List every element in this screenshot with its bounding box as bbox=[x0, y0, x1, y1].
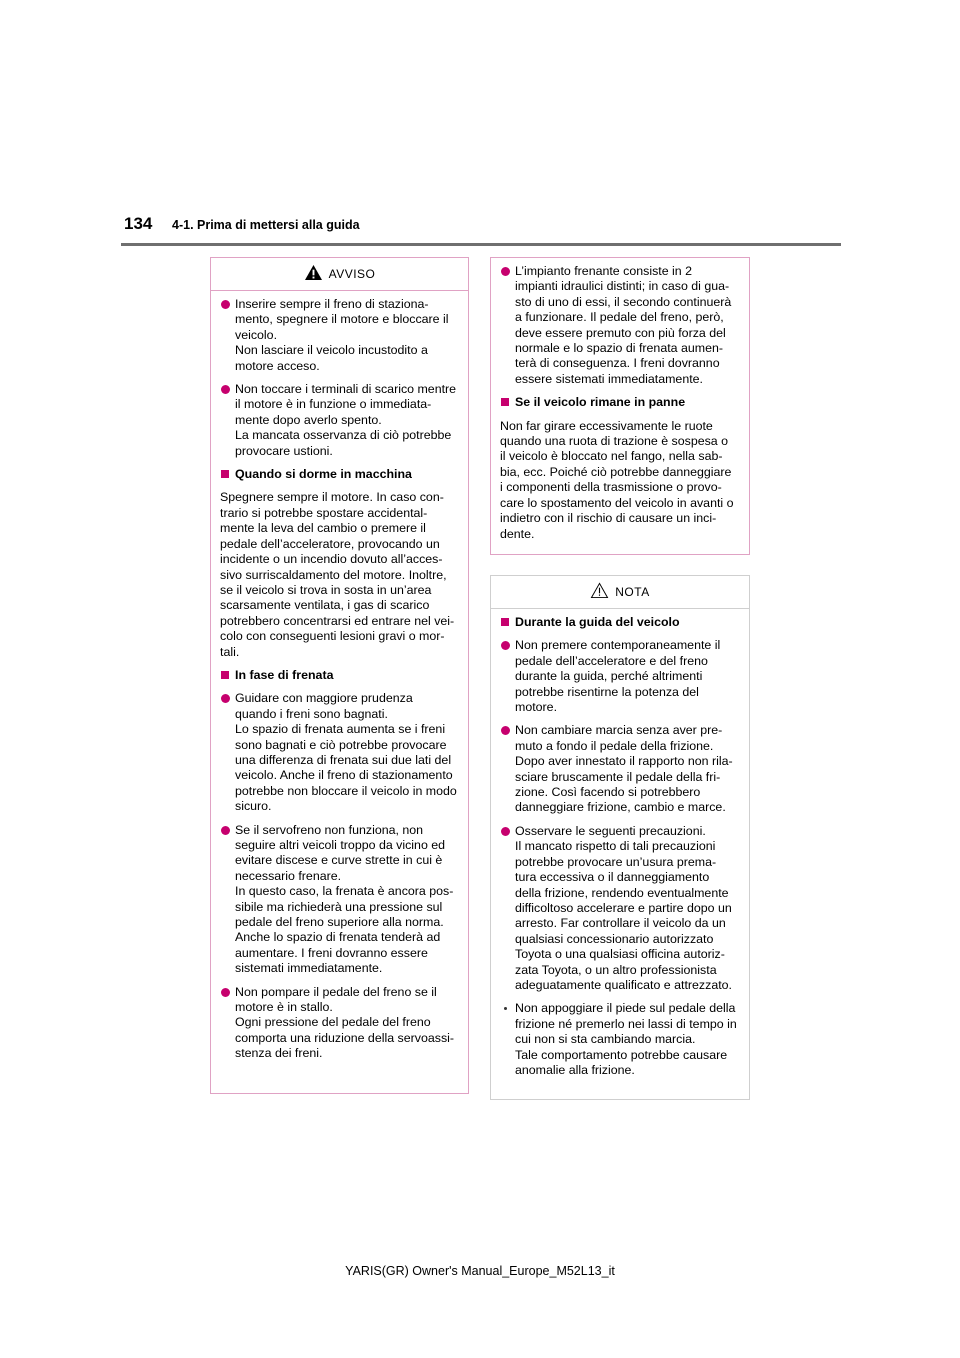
note-box bbox=[490, 575, 750, 1100]
header-rule bbox=[121, 243, 841, 246]
list-item-text: Non pompare il pedale del freno se il motore è in stallo. Ogni pressione del pedale del freno comporta una riduzione della servoassi- stenza dei freni. bbox=[235, 984, 455, 1061]
square-bullet-icon bbox=[500, 395, 515, 410]
note-body bbox=[491, 609, 749, 1078]
list-item bbox=[220, 691, 459, 814]
list-item-text: Se il servofreno non funziona, non seguire altri veicoli troppo da vicino ed evitare discese e curve strette in cui è necessario frenare. In questo caso, la frenata è ancora pos- sibile ma richiederà una pressione sul pedale del freno superiore alla norma. Anche lo spazio di frenata tenderà ad aumentare. I freni dovranno essere sistemati immediatamente. bbox=[235, 822, 454, 976]
list-item-text: Osservare le seguenti precauzioni. Il mancato rispetto di tali precauzioni potrebbe provocare un’usura prema- tura eccessiva o il danneggiamento della frizione, rendendo eventualmente difficoltoso accelerare e partire dopo un arresto. Far controllare il veicolo da un qualsiasi concessionario autorizzato Toyota o una qualsiasi officina autoriz- zata Toyota, o un altro professionista adeguatamente qualificato e attrezzato. bbox=[515, 823, 732, 992]
list-item bbox=[500, 264, 740, 387]
list-item-text: Non premere contemporaneamente il pedale dell’acceleratore e del freno durante la guida, perché altrimenti potrebbe risentirne la potenza del motore. bbox=[515, 638, 721, 715]
caution-triangle-icon bbox=[590, 582, 609, 599]
section-heading bbox=[220, 467, 459, 482]
list-item-text: Inserire sempre il freno di staziona- mento, spegnere il motore e bloccare il veicolo. Non lasciare il veicolo incustodito a motore acceso. bbox=[235, 297, 449, 373]
round-bullet-icon bbox=[220, 691, 235, 814]
round-bullet-icon bbox=[220, 382, 235, 459]
paragraph: Non far girare eccessivamente le ruote quando una ruota di trazione è sospesa o il veicolo è bloccato nel fango, nella sab- bia, ecc. Poiché ciò potrebbe danneggiare i componenti della trasmissione o provo- care lo spostamento del veicolo in avanti o indietro con il rischio di causare un inci- dente. bbox=[500, 418, 734, 541]
list-item-text: Non cambiare marcia senza aver pre- muto a fondo il pedale della frizione. Dopo aver innestato il rapporto non rila- sciare bruscamente il pedale della fri- zione. Così facendo si potrebbero danneggiare frizione, cambio e marce. bbox=[515, 723, 733, 815]
section-heading-text: In fase di frenata bbox=[235, 667, 334, 682]
list-item bbox=[220, 823, 459, 977]
round-bullet-icon bbox=[500, 723, 515, 815]
section-heading bbox=[500, 615, 740, 630]
list-item bbox=[500, 638, 740, 715]
paragraph: Spegnere sempre il motore. In caso con- trario si potrebbe spostare accidental- mente la leva del cambio o premere il pedale dell’acceleratore, provocando un incidente o un incendio dovuto all’acces- sivo surriscaldamento del motore. Inoltre, se il veicolo si trova in sosta in un’area scarsamente ventilata, i gas di scarico potrebbero concentrarsi ed entrare nel vei- colo con conseguenti lesioni gravi o mor- tali. bbox=[220, 490, 455, 659]
warning-triangle-icon bbox=[304, 264, 323, 281]
warning-body-continued bbox=[491, 258, 749, 542]
section-heading-text: Quando si dorme in macchina bbox=[235, 467, 412, 482]
section-heading-text: Durante la guida del veicolo bbox=[515, 615, 680, 629]
dot-bullet-icon bbox=[500, 1001, 515, 1078]
list-item bbox=[220, 985, 459, 1062]
list-item-text: Non appoggiare il piede sul pedale della frizione né premerlo nei lassi di tempo in cui non si sta cambiando marcia. Tale comportamento potrebbe causare anomalie alla frizione. bbox=[515, 1001, 737, 1077]
round-bullet-icon bbox=[500, 638, 515, 715]
page-number: 134 bbox=[124, 214, 153, 233]
note-header bbox=[491, 576, 749, 609]
section-heading bbox=[500, 395, 740, 410]
warning-box-continued bbox=[490, 257, 750, 555]
round-bullet-icon bbox=[220, 297, 235, 374]
chapter-title: 4-1. Prima di mettersi alla guida bbox=[172, 218, 360, 232]
list-item bbox=[500, 824, 740, 993]
note-title: NOTA bbox=[615, 585, 650, 599]
round-bullet-icon bbox=[220, 985, 235, 1062]
list-item-text: Non toccare i terminali di scarico mentre il motore è in funzione o immediata- mente dopo averlo spento. La mancata osservanza di ciò potrebbe provocare ustioni. bbox=[235, 382, 457, 458]
list-item bbox=[500, 723, 740, 815]
warning-box bbox=[210, 257, 469, 1094]
section-heading bbox=[220, 668, 459, 683]
warning-title: AVVISO bbox=[328, 267, 376, 281]
square-bullet-icon bbox=[220, 467, 235, 482]
round-bullet-icon bbox=[500, 824, 515, 993]
list-item-text: L’impianto frenante consiste in 2 impianti idraulici distinti; in caso di gua- sto di uno di essi, il secondo continuerà a funzionare. Il pedale del freno, però, deve essere premuto con più forza del normale e lo spazio di frenata aumen- terà di conseguenza. I freni dovranno essere sistemati immediatamente. bbox=[515, 264, 732, 386]
list-item bbox=[500, 1001, 740, 1078]
warning-body bbox=[211, 291, 468, 1062]
round-bullet-icon bbox=[500, 264, 515, 387]
footer-text: YARIS(GR) Owner's Manual_Europe_M52L13_it bbox=[345, 1264, 615, 1278]
warning-header bbox=[211, 258, 468, 291]
list-item bbox=[220, 382, 459, 459]
square-bullet-icon bbox=[500, 615, 515, 630]
square-bullet-icon bbox=[220, 668, 235, 683]
round-bullet-icon bbox=[220, 823, 235, 977]
list-item-text: Guidare con maggiore prudenza quando i freni sono bagnati. Lo spazio di frenata aumenta se i freni sono bagnati e ciò potrebbe provocare una differenza di frenata sui due lati del veicolo. Anche il freno di stazionamento potrebbe non bloccare il veicolo in modo sicuro. bbox=[235, 691, 457, 814]
list-item bbox=[220, 297, 459, 374]
section-heading-text: Se il veicolo rimane in panne bbox=[515, 395, 686, 410]
